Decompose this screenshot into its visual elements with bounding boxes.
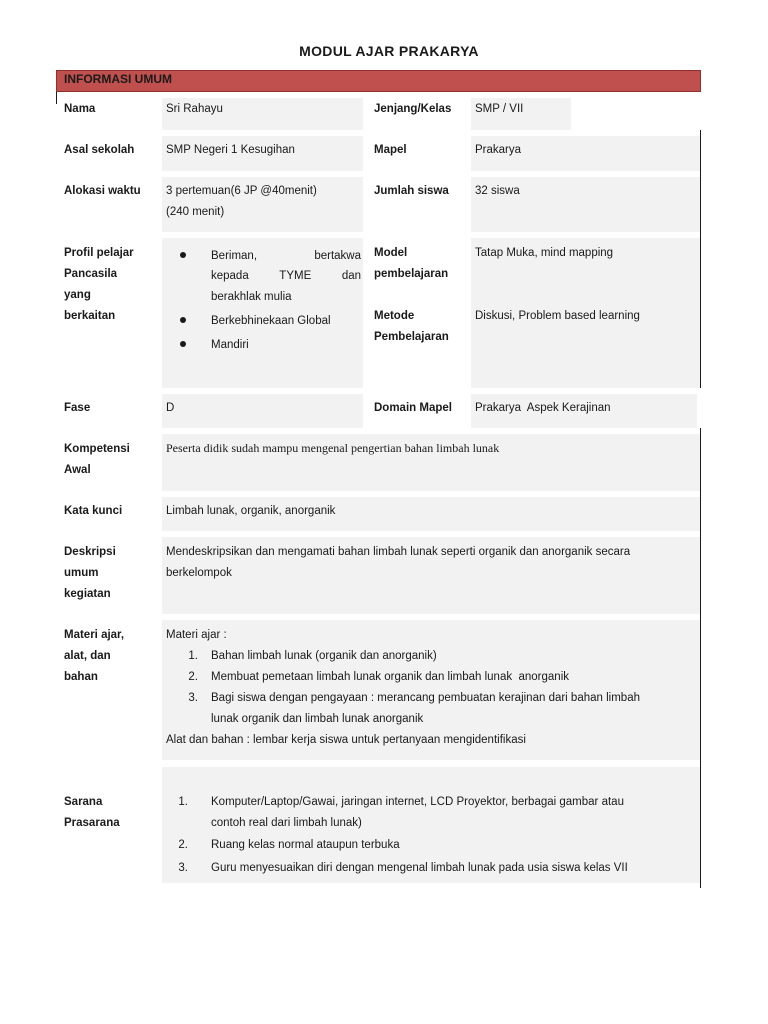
sarana-item-3: Guru menyesuaikan diri dengan mengenal limbah lunak pada usia siswa kelas VII <box>211 862 628 874</box>
model-label-line2: pembelajaran <box>374 268 449 280</box>
bullet-icon <box>180 317 186 323</box>
metode-label-line2: Pembelajaran <box>374 331 449 343</box>
jenjang-value: SMP / VII <box>475 103 524 115</box>
profil-label-line4: berkaitan <box>64 310 116 322</box>
materi-label-line2: alat, dan <box>64 650 111 662</box>
sarana-item-number: 2. <box>178 839 188 851</box>
sarana-item-1-line1: Komputer/Laptop/Gawai, jaringan internet, LCD Proyektor, berbagai gambar atau <box>211 796 624 808</box>
deskripsi-label-line2: umum <box>64 567 99 579</box>
document-title: MODUL AJAR PRAKARYA <box>299 43 479 59</box>
profil-item1-line3: berakhlak mulia <box>211 291 292 303</box>
table-right-border <box>700 130 701 388</box>
model-label-line1: Model <box>374 247 408 259</box>
profil-item3: Mandiri <box>211 339 249 351</box>
bullet-icon <box>180 341 186 347</box>
materi-item-2: Membuat pemetaan limbah lunak organik dan limbah lunak anorganik <box>211 671 569 683</box>
jumlah-value: 32 siswa <box>475 185 520 197</box>
domain-label: Domain Mapel <box>374 402 452 414</box>
profil-item1-line1 <box>211 246 361 267</box>
alokasi-value-line1: 3 pertemuan(6 JP @40menit) <box>166 185 317 197</box>
kompetensi-label-line1: Kompetensi <box>64 443 130 455</box>
sarana-item-number: 1. <box>178 796 188 808</box>
jenjang-label: Jenjang/Kelas <box>374 103 452 115</box>
materi-item-number: 3. <box>188 692 198 704</box>
metode-value: Diskusi, Problem based learning <box>475 310 640 322</box>
profil-item1-word: bertakwa <box>314 250 361 262</box>
model-value: Tatap Muka, mind mapping <box>475 247 614 259</box>
sarana-item-number: 3. <box>178 862 188 874</box>
asal-label: Asal sekolah <box>64 144 135 156</box>
materi-item-3-line2: lunak organik dan limbah lunak anorganik <box>211 713 424 725</box>
sarana-item-2: Ruang kelas normal ataupun terbuka <box>211 839 400 851</box>
nama-label: Nama <box>64 103 96 115</box>
mapel-value: Prakarya <box>475 144 522 156</box>
sarana-label-line2: Prasarana <box>64 817 120 829</box>
section-header <box>56 70 701 92</box>
materi-item-number: 2. <box>188 671 198 683</box>
profil-item1-word: TYME <box>279 270 312 282</box>
kompetensi-label-line2: Awal <box>64 464 91 476</box>
alokasi-value-line2: (240 menit) <box>166 206 225 218</box>
domain-value: Prakarya Aspek Kerajinan <box>475 402 611 414</box>
deskripsi-label-line1: Deskripsi <box>64 546 116 558</box>
materi-label-line1: Materi ajar, <box>64 629 125 641</box>
profil-label-line2: Pancasila <box>64 268 118 280</box>
sarana-label-line1: Sarana <box>64 796 103 808</box>
profil-label-line3: yang <box>64 289 91 301</box>
jumlah-label: Jumlah siswa <box>374 185 449 197</box>
deskripsi-label-line3: kegiatan <box>64 588 111 600</box>
deskripsi-value-line1: Mendeskripsikan dan mengamati bahan limbah lunak seperti organik dan anorganik secara <box>166 546 631 558</box>
section-header-label: INFORMASI UMUM <box>64 72 172 86</box>
fase-value: D <box>166 402 175 414</box>
sarana-item-1-line2: contoh real dari limbah lunak) <box>211 817 362 829</box>
mapel-label: Mapel <box>374 144 407 156</box>
profil-item1-word: dan <box>341 270 361 282</box>
profil-item1-word: Beriman, <box>211 250 258 262</box>
profil-label-line1: Profil pelajar <box>64 247 134 259</box>
materi-item-1: Bahan limbah lunak (organik dan anorganik) <box>211 650 437 662</box>
profil-item2: Berkebhinekaan Global <box>211 315 331 327</box>
kata-kunci-label: Kata kunci <box>64 505 123 517</box>
table-left-border <box>56 92 57 104</box>
kata-kunci-value: Limbah lunak, organik, anorganik <box>166 505 336 517</box>
materi-item-number: 1. <box>188 650 198 662</box>
fase-cell <box>162 394 363 428</box>
fase-label: Fase <box>64 402 91 414</box>
materi-label-line3: bahan <box>64 671 98 683</box>
asal-value: SMP Negeri 1 Kesugihan <box>166 144 295 156</box>
alokasi-label: Alokasi waktu <box>64 185 141 197</box>
metode-label-line1: Metode <box>374 310 415 322</box>
materi-item-3-line1: Bagi siswa dengan pengayaan : merancang pembuatan kerajinan dari bahan limbah <box>211 692 640 704</box>
deskripsi-value-line2: berkelompok <box>166 567 232 579</box>
nama-value: Sri Rahayu <box>166 103 223 115</box>
profil-item1-line2 <box>211 266 361 287</box>
bullet-icon <box>180 252 186 258</box>
materi-heading: Materi ajar : <box>166 629 227 641</box>
materi-footer: Alat dan bahan : lembar kerja siswa untuk pertanyaan mengidentifikasi <box>166 734 526 746</box>
kompetensi-value: Peserta didik sudah mampu mengenal pengertian bahan limbah lunak <box>166 441 500 455</box>
profil-item1-word: kepada <box>211 270 249 282</box>
table-right-border <box>700 428 701 888</box>
